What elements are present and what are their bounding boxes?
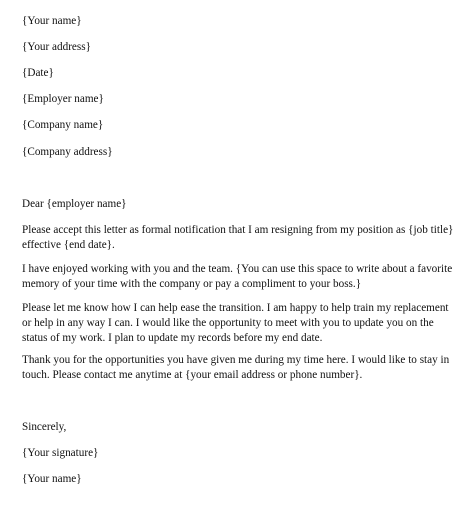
paragraph-line: Thank you for the opportunities you have given me during my time here. I would like to stay in — [22, 354, 450, 366]
closing-name: {Your name} — [22, 473, 82, 485]
sender-address: {Your address} — [22, 41, 91, 53]
paragraph-line: touch. Please contact me anytime at {your email address or phone number}. — [22, 369, 363, 381]
paragraph-line: Please let me know how I can help ease the transition. I am happy to help train my replacement — [22, 302, 449, 314]
paragraph-enjoyed-working — [22, 262, 466, 292]
paragraph-line: memory of your time with the company or pay a compliment to your boss.} — [22, 278, 362, 290]
employer-name: {Employer name} — [22, 93, 104, 105]
company-address: {Company address} — [22, 146, 113, 158]
paragraph-line: or help in any way I can. I would like the opportunity to meet with you to update you on the — [22, 317, 434, 329]
paragraph-line: I have enjoyed working with you and the team. {You can use this space to write about a favorite — [22, 263, 453, 275]
paragraph-line: Please accept this letter as formal notification that I am resigning from my position as {job title} — [22, 224, 454, 236]
closing-sincerely: Sincerely, — [22, 421, 67, 433]
letter-date: {Date} — [22, 67, 54, 79]
sender-name: {Your name} — [22, 15, 82, 27]
paragraph-line: status of my work. I plan to update my records before my end date. — [22, 332, 323, 344]
paragraph-transition — [22, 301, 466, 346]
closing-signature: {Your signature} — [22, 447, 99, 459]
company-name: {Company name} — [22, 119, 104, 131]
paragraph-thank-you — [22, 353, 466, 383]
salutation: Dear {employer name} — [22, 198, 127, 210]
paragraph-resignation-notice — [22, 223, 466, 253]
paragraph-line: effective {end date}. — [22, 239, 115, 251]
